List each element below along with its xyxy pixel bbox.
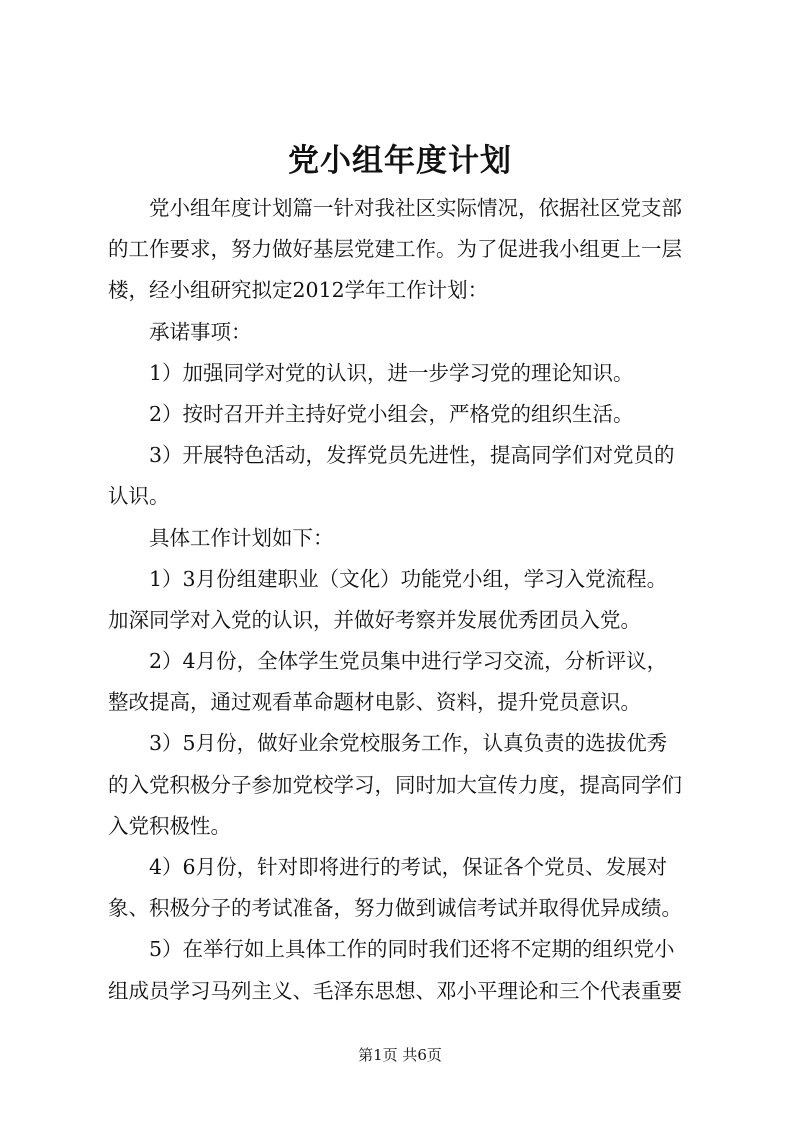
list-item-continuation: 的入党积极分子参加党校学习，同时加大宣传力度，提高同学们	[108, 772, 682, 797]
paragraph-line: 的工作要求，努力做好基层党建工作。为了促进我小组更上一层	[108, 237, 682, 262]
list-item: 5）在举行如上具体工作的同时我们还将不定期的组织党小	[149, 937, 675, 962]
list-item-continuation: 象、积极分子的考试准备，努力做到诚信考试并取得优异成绩。	[108, 896, 682, 921]
list-item-continuation: 组成员学习马列主义、毛泽东思想、邓小平理论和三个代表重要	[108, 978, 682, 1003]
page-footer: 第1页 共6页	[358, 1046, 442, 1064]
section-heading: 承诺事项：	[149, 319, 252, 344]
list-item: 1）3月份组建职业（文化）功能党小组，学习入党流程。	[149, 566, 668, 591]
paragraph-line: 党小组年度计划篇一针对我社区实际情况，依据社区党支部	[149, 196, 682, 220]
section-heading: 具体工作计划如下：	[149, 525, 334, 550]
list-item: 2）按时召开并主持好党小组会，严格党的组织生活。	[149, 401, 634, 426]
list-item-continuation: 整改提高，通过观看革命题材电影、资料，提升党员意识。	[108, 690, 641, 715]
list-item-continuation: 入党积极性。	[108, 813, 231, 838]
list-item: 1）加强同学对党的认识，进一步学习党的理论知识。	[149, 360, 634, 385]
paragraph-line: 楼，经小组研究拟定2012学年工作计划：	[108, 278, 489, 303]
list-item: 4）6月份，针对即将进行的考试，保证各个党员、发展对	[149, 855, 668, 879]
list-item: 2）4月份，全体学生党员集中进行学习交流，分析评议，	[149, 649, 668, 674]
document-title: 党小组年度计划	[288, 143, 512, 179]
list-item-continuation: 认识。	[108, 484, 170, 509]
list-item-continuation: 加深同学对入党的认识，并做好考察并发展优秀团员入党。	[108, 607, 641, 632]
list-item: 3）开展特色活动，发挥党员先进性，提高同学们对党员的	[149, 443, 675, 468]
document-body	[108, 188, 698, 1012]
list-item: 3）5月份，做好业余党校服务工作，认真负责的选拔优秀	[149, 731, 668, 756]
